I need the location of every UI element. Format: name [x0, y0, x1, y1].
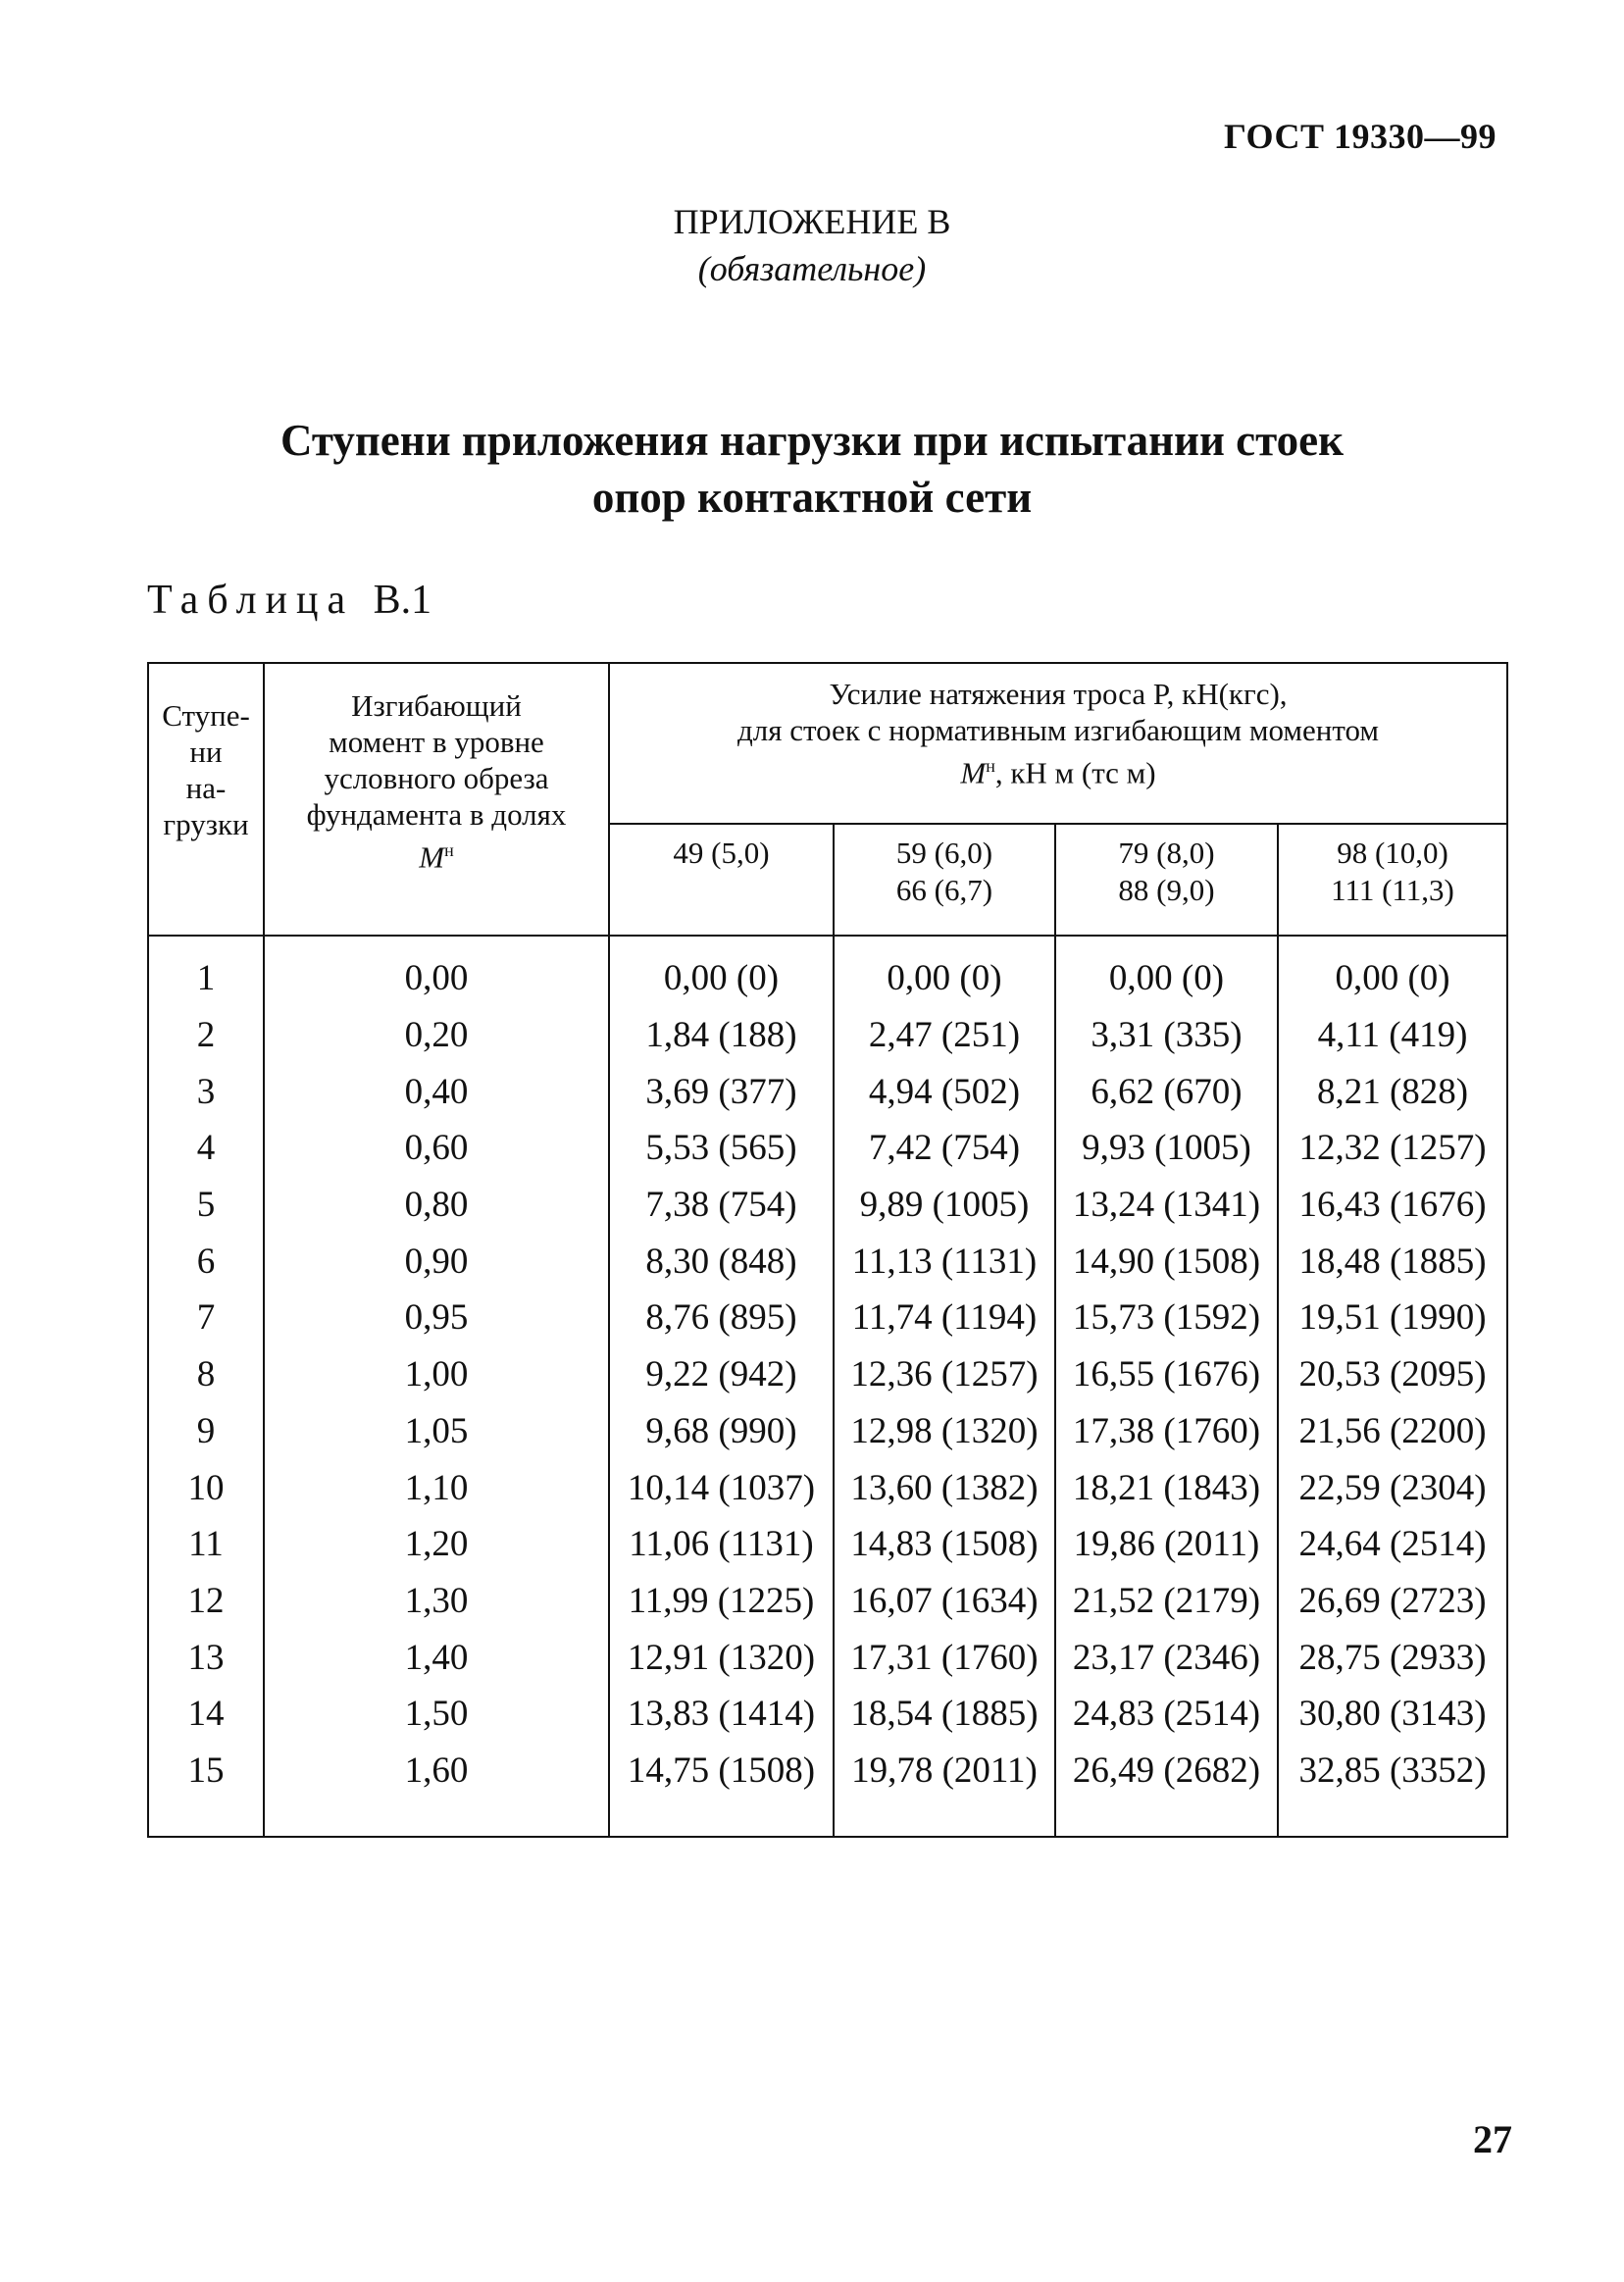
table-cell: 17,38 (1760): [1055, 1403, 1278, 1460]
table-cell: 3,69 (377): [609, 1063, 834, 1120]
table-cell: 19,51 (1990): [1278, 1290, 1507, 1346]
table-cell: 13,24 (1341): [1055, 1177, 1278, 1234]
document-title-line-1: Ступени приложения нагрузки при испытании стоек: [279, 416, 1345, 465]
table-cell: 1,60: [264, 1743, 609, 1838]
table-cell: 12,32 (1257): [1278, 1120, 1507, 1177]
table-cell: 0,95: [264, 1290, 609, 1346]
table-row: [148, 936, 1507, 1007]
table-cell: 21,56 (2200): [1278, 1403, 1507, 1460]
table-caption-number: В.1: [373, 578, 432, 623]
header-moment-column-1: 49 (5,0): [609, 824, 834, 936]
table-cell: 10,14 (1037): [609, 1459, 834, 1516]
table-cell: 8,21 (828): [1278, 1063, 1507, 1120]
table-cell: 0,00 (0): [609, 936, 834, 1007]
table-cell: 2,47 (251): [834, 1007, 1055, 1064]
table-cell: 0,20: [264, 1007, 609, 1064]
table-row: [148, 1177, 1507, 1234]
table-cell: 13,60 (1382): [834, 1459, 1055, 1516]
table-cell: 26,69 (2723): [1278, 1573, 1507, 1630]
table-cell: 0,90: [264, 1233, 609, 1290]
table-cell: 18,54 (1885): [834, 1686, 1055, 1743]
appendix-title: ПРИЛОЖЕНИЕ В: [673, 202, 951, 241]
table-cell: 0,60: [264, 1120, 609, 1177]
table-cell: 24,83 (2514): [1055, 1686, 1278, 1743]
table-cell: 14,90 (1508): [1055, 1233, 1278, 1290]
table-cell: 4,94 (502): [834, 1063, 1055, 1120]
table-cell: 13,83 (1414): [609, 1686, 834, 1743]
table-cell: 11,06 (1131): [609, 1516, 834, 1573]
table-cell: 1,20: [264, 1516, 609, 1573]
table-cell: 28,75 (2933): [1278, 1629, 1507, 1686]
table-row: [148, 1063, 1507, 1120]
page-number: 27: [1473, 2117, 1512, 2161]
table-cell: 12,91 (1320): [609, 1629, 834, 1686]
table-cell: 9: [148, 1403, 264, 1460]
table-cell: 11,99 (1225): [609, 1573, 834, 1630]
header-step: Ступе- ни на- грузки: [148, 663, 264, 936]
table-cell: 6,62 (670): [1055, 1063, 1278, 1120]
table-cell: 0,40: [264, 1063, 609, 1120]
table-row: [148, 1403, 1507, 1460]
table-cell: 23,17 (2346): [1055, 1629, 1278, 1686]
table-cell: 16,55 (1676): [1055, 1346, 1278, 1403]
table-cell: 3: [148, 1063, 264, 1120]
table-cell: 9,89 (1005): [834, 1177, 1055, 1234]
table-cell: 8,30 (848): [609, 1233, 834, 1290]
table-cell: 5: [148, 1177, 264, 1234]
table-cell: 1,00: [264, 1346, 609, 1403]
table-cell: 14,75 (1508): [609, 1743, 834, 1838]
table-cell: 7,42 (754): [834, 1120, 1055, 1177]
table-cell: 20,53 (2095): [1278, 1346, 1507, 1403]
table-cell: 9,22 (942): [609, 1346, 834, 1403]
table-row: [148, 1233, 1507, 1290]
table-cell: 0,00 (0): [1055, 936, 1278, 1007]
moment-symbol: $M^н$: [419, 839, 454, 875]
table-cell: 0,00 (0): [1278, 936, 1507, 1007]
table-cell: 16,43 (1676): [1278, 1177, 1507, 1234]
table-cell: 21,52 (2179): [1055, 1573, 1278, 1630]
table-row: [148, 1290, 1507, 1346]
document-title: [0, 412, 1624, 526]
table-body: [148, 936, 1507, 1837]
header-moment-column-3: 79 (8,0) 88 (9,0): [1055, 824, 1278, 936]
table-cell: 0,00 (0): [834, 936, 1055, 1007]
table-row: [148, 1346, 1507, 1403]
table-cell: 14: [148, 1686, 264, 1743]
table-cell: 6: [148, 1233, 264, 1290]
table-cell: 5,53 (565): [609, 1120, 834, 1177]
table-cell: 8: [148, 1346, 264, 1403]
load-steps-table: [147, 662, 1508, 1838]
table-row: [148, 1686, 1507, 1743]
table-cell: 9,68 (990): [609, 1403, 834, 1460]
table-cell: 15: [148, 1743, 264, 1838]
table-row: [148, 1743, 1507, 1838]
table-cell: 12,98 (1320): [834, 1403, 1055, 1460]
table-cell: 17,31 (1760): [834, 1629, 1055, 1686]
table-cell: 7: [148, 1290, 264, 1346]
table-cell: 12,36 (1257): [834, 1346, 1055, 1403]
table-cell: 11: [148, 1516, 264, 1573]
table-caption-label: Таблица: [147, 578, 355, 623]
table-cell: 11,74 (1194): [834, 1290, 1055, 1346]
table-cell: 16,07 (1634): [834, 1573, 1055, 1630]
table-cell: 19,78 (2011): [834, 1743, 1055, 1838]
table-cell: 8,76 (895): [609, 1290, 834, 1346]
table-cell: 12: [148, 1573, 264, 1630]
table-cell: 4: [148, 1120, 264, 1177]
table-cell: 10: [148, 1459, 264, 1516]
table-cell: 1,05: [264, 1403, 609, 1460]
table-cell: 1,84 (188): [609, 1007, 834, 1064]
table-cell: 22,59 (2304): [1278, 1459, 1507, 1516]
table-cell: 1: [148, 936, 264, 1007]
table-cell: 18,21 (1843): [1055, 1459, 1278, 1516]
table-cell: 0,80: [264, 1177, 609, 1234]
table-cell: 9,93 (1005): [1055, 1120, 1278, 1177]
table-row: [148, 1516, 1507, 1573]
header-cable-force: Усилие натяжения троса P, кН(кгс), для стоек с нормативным изгибающим моментом $M^н$, кН м (тс м): [609, 663, 1507, 824]
appendix-status: (обязательное): [697, 249, 927, 288]
table-cell: 4,11 (419): [1278, 1007, 1507, 1064]
table-cell: 11,13 (1131): [834, 1233, 1055, 1290]
table-cell: 0,00: [264, 936, 609, 1007]
table-cell: 30,80 (3143): [1278, 1686, 1507, 1743]
table-cell: 19,86 (2011): [1055, 1516, 1278, 1573]
table-cell: 32,85 (3352): [1278, 1743, 1507, 1838]
standard-number: ГОСТ 19330—99: [1224, 117, 1497, 156]
table-row: [148, 1573, 1507, 1630]
table-cell: 1,40: [264, 1629, 609, 1686]
table-cell: 1,30: [264, 1573, 609, 1630]
table-cell: 14,83 (1508): [834, 1516, 1055, 1573]
table-row: [148, 1629, 1507, 1686]
table-row: [148, 1007, 1507, 1064]
header-moment-column-2: 59 (6,0) 66 (6,7): [834, 824, 1055, 936]
table-cell: 7,38 (754): [609, 1177, 834, 1234]
table-cell: 1,10: [264, 1459, 609, 1516]
table-caption: [147, 577, 431, 624]
table-cell: 3,31 (335): [1055, 1007, 1278, 1064]
table-cell: 26,49 (2682): [1055, 1743, 1278, 1838]
table-cell: 2: [148, 1007, 264, 1064]
table-cell: 15,73 (1592): [1055, 1290, 1278, 1346]
table-row: [148, 1459, 1507, 1516]
header-bending-moment: Изгибающий момент в уровне условного обреза фундамента в долях $M^н$: [264, 663, 609, 936]
table-cell: 1,50: [264, 1686, 609, 1743]
table-cell: 18,48 (1885): [1278, 1233, 1507, 1290]
table-cell: 13: [148, 1629, 264, 1686]
appendix-heading: [0, 201, 1624, 289]
document-title-line-2: опор контактной сети: [591, 473, 1033, 522]
header-moment-column-4: 98 (10,0) 111 (11,3): [1278, 824, 1507, 936]
table-cell: 24,64 (2514): [1278, 1516, 1507, 1573]
table-row: [148, 1120, 1507, 1177]
